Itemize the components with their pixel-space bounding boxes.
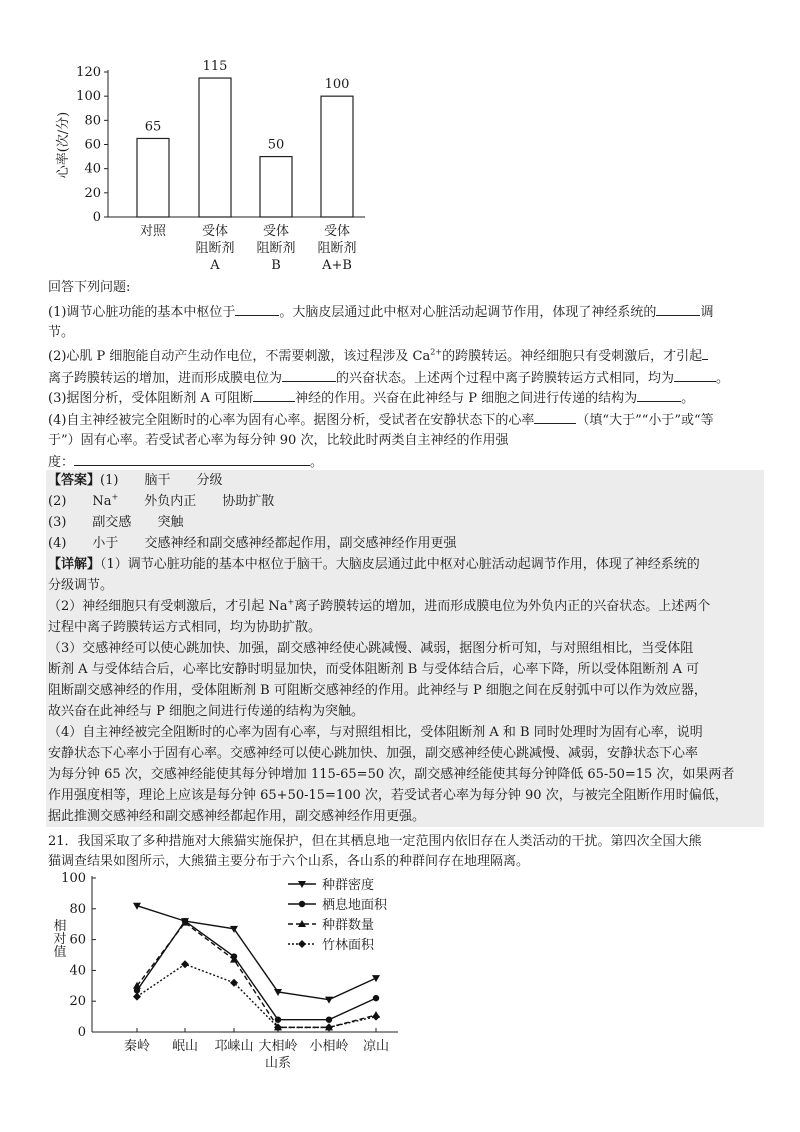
category-label: 阻断剂: [195, 241, 235, 256]
category-label: 阻断剂: [317, 241, 357, 256]
category-label: 受体: [323, 224, 351, 239]
detail-1: 【详解】（1）调节心脏功能的基本中枢位于脑干。大脑皮层通过此中枢对心脏活动起调节作用，体现了神经系统的: [48, 557, 700, 572]
x-tick-label: 大相岭: [258, 1039, 298, 1054]
detail-4: （4）自主神经被完全阻断时的心率为固有心率，与对照组相比，受体阻断剂 A 和 B 同时处理时为固有心率，说明: [48, 725, 703, 740]
y-axis-label: 相对值: [50, 918, 66, 958]
y-tick-label: 100: [61, 871, 86, 886]
legend-label: 竹林面积: [322, 938, 375, 953]
legend-label: 栖息地面积: [322, 898, 388, 913]
heart-rate-bar-chart: [55, 50, 375, 280]
category-label: B: [271, 258, 281, 273]
category-label: 受体: [201, 224, 229, 239]
bar-value-label: 100: [324, 77, 350, 93]
data-point: [181, 960, 189, 968]
bar: [321, 96, 353, 217]
category-label: 受体: [262, 224, 290, 239]
y-tick-label: 40: [69, 963, 86, 979]
question-3: (3)据图分析，受体阻断剂 A 可阻断 神经的作用。兴奋在此神经与 P 细胞之间进行传递的结构为 。: [48, 387, 760, 409]
bar: [260, 157, 292, 217]
bar-value-label: 50: [267, 137, 285, 153]
question-4: (4)自主神经被完全阻断时的心率为固有心率。据图分析，受试者在安静状态下的心率 （填“大于”“小于”或“等 于”）固有心率。若受试者心率为每分钟 90 次，比较此时两类自主神经的作用强 度： 。: [48, 409, 760, 473]
category-label: 对照: [139, 224, 167, 239]
question-1: (1)调节心脏功能的基本中枢位于 。大脑皮层通过此中枢对心脏活动起调节作用，体现了神经系统的 调 节。: [48, 301, 760, 343]
x-tick-label: 秦岭: [123, 1039, 151, 1054]
data-point: [133, 993, 141, 1001]
y-tick-label: 60: [69, 932, 86, 948]
y-tick-label: 80: [69, 901, 86, 917]
detail-2: （2）神经细胞只有受刺激后，才引起 Na+离子跨膜转运的增加，进而形成膜电位为外负内正的兴奋状态。上述两个: [48, 597, 711, 614]
panda-survey-line-chart: [40, 868, 410, 1078]
category-label: A+B: [322, 258, 352, 273]
bar-value-label: 115: [202, 59, 228, 75]
y-tick-label: 80: [84, 113, 101, 129]
y-tick-label: 60: [84, 137, 101, 153]
detail-4-cont-2: 为每分钟 65 次，交感神经能使其每分钟增加 115-65=50 次，副交感神经能使其每分钟降低 65-50=15 次，如果两者: [48, 767, 735, 782]
data-point: [326, 1016, 332, 1022]
data-point: [299, 901, 305, 907]
data-point: [372, 1013, 380, 1021]
x-tick-label: 岷山: [171, 1039, 199, 1054]
intro-line: 回答下列问题:: [48, 280, 131, 295]
y-tick-label: 100: [76, 89, 101, 105]
data-point: [298, 940, 306, 948]
category-label: A: [210, 258, 220, 273]
detail-1-cont: 分级调节。: [48, 578, 114, 593]
legend-label: 种群密度: [322, 878, 375, 893]
data-point: [372, 975, 380, 982]
y-tick-label: 0: [77, 1025, 86, 1040]
question-21: 21．我国采取了多种措施对大熊猫实施保护，但在其栖息地一定范围内依旧存在人类活动的干扰。第四次全国大熊 猫调查结果如图所示，大熊猫主要分布于六个山系，各山系的种群间存在地理隔离。: [48, 834, 702, 869]
x-tick-label: 邛崃山: [214, 1039, 254, 1054]
question-2: (2)心肌 P 细胞能自动产生动作电位，不需要刺激，该过程涉及 $Ca^{2+}$的跨膜转运。神经细胞只有受刺激后，才引起 离子跨膜转运的增加，进而形成膜电位为 的兴奋状态。上述两个过程中离子跨膜转运方式相同，均为 。: [48, 345, 760, 389]
data-point: [275, 1016, 281, 1022]
detail-3-cont-2: 阻断副交感神经的作用，受体阻断剂 B 可阻断交感神经的作用。此神经与 P 细胞之间在反射弧中可以作为效应器，: [48, 683, 707, 698]
series-line: [137, 964, 376, 1027]
bar-value-label: 65: [144, 119, 162, 135]
detail-4-cont-3: 作用强度相等，理论上应该是每分钟 65+50-15=100 次，若受试者心率为每分钟 90 次，与被完全阻断作用时偏低，: [48, 788, 728, 803]
data-point: [325, 997, 333, 1004]
answer-line-1: 【答案】(1) 脑干 分级: [48, 473, 223, 488]
bar: [137, 138, 169, 217]
detail-2-cont: 过程中离子跨膜转运方式相同，均为协助扩散。: [48, 620, 322, 635]
category-label: 阻断剂: [256, 241, 296, 256]
answer-line-2: (2) Na+ 外负内正 协助扩散: [48, 492, 275, 509]
y-tick-label: 120: [76, 65, 101, 80]
data-point: [373, 995, 379, 1001]
y-tick-label: 20: [69, 994, 86, 1010]
answer-line-3: (3) 副交感 突触: [48, 515, 184, 530]
legend-label: 种群数量: [322, 918, 375, 933]
y-tick-label: 0: [92, 210, 101, 225]
detail-4-cont-4: 据此推测交感神经和副交感神经都起作用，副交感神经作用更强。: [48, 809, 426, 824]
bar: [199, 78, 231, 217]
detail-3-cont-1: 断剂 A 与受体结合后，心率比安静时明显加快，而受体阻断剂 B 与受体结合后，心率下降，所以受体阻断剂 A 可: [48, 662, 700, 677]
y-tick-label: 40: [84, 161, 101, 177]
y-tick-label: 20: [84, 185, 101, 201]
detail-3-cont-3: 故兴奋在此神经与 P 细胞之间进行传递的结构为突触。: [48, 704, 365, 719]
detail-4-cont-1: 安静状态下心率小于固有心率。交感神经可以使心跳加快、加强，副交感神经使心跳减慢、减弱，安静状态下心率: [48, 746, 699, 761]
answer-line-4: (4) 小于 交感神经和副交感神经都起作用，副交感神经作用更强: [48, 536, 457, 551]
answer-block: [46, 470, 764, 827]
detail-3: （3）交感神经可以使心跳加快、加强，副交感神经使心跳减慢、减弱，据图分析可知，与对照组相比，当受体阻: [48, 641, 694, 656]
y-axis-label: 心率(次/分): [56, 111, 71, 179]
data-point: [230, 979, 238, 987]
x-tick-label: 小相岭: [309, 1039, 349, 1054]
x-axis-label: 山系: [264, 1056, 292, 1071]
x-tick-label: 凉山: [362, 1039, 390, 1054]
